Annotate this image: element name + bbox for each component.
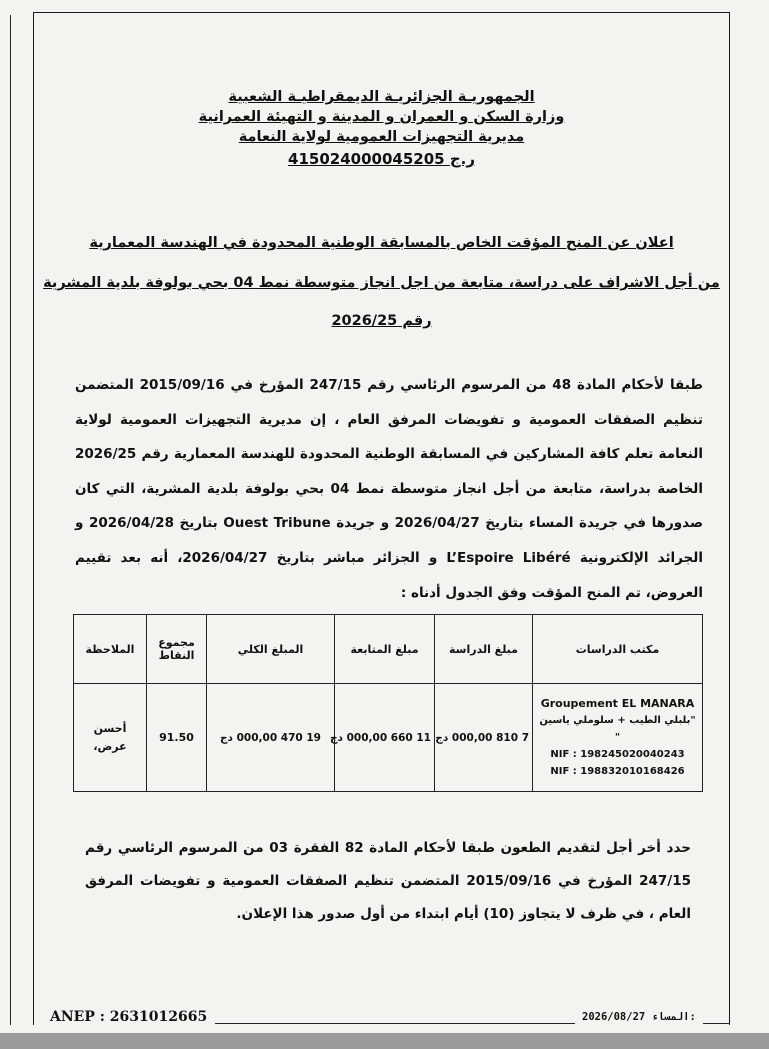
col-header-followup-amount: مبلغ المتابعة bbox=[335, 615, 435, 684]
letterhead bbox=[34, 87, 729, 171]
office-nif-1: NIF : 198245020040243 bbox=[550, 749, 685, 760]
col-header-total-amount: المبلغ الكلي bbox=[207, 615, 335, 684]
cell-note: أحسن عرض، bbox=[74, 684, 147, 792]
reference-prefix: ر.ج bbox=[449, 150, 475, 168]
republic-line: الجمهوريـة الجزائريـة الديمقراطيـة الشعبية bbox=[228, 89, 535, 105]
left-border-rule bbox=[10, 15, 11, 1025]
appeal-deadline-text: حدد أخر أجل لتقديم الطعون طبقا لأحكام المادة 82 الفقرة 03 من المرسوم الرئاسي رقم 247/15 المؤرخ في 2015/09/16 المتضمن تنظيم الصفقات العمومية و تفويضات المرفق العام ، في ظرف لا يتجاوز (10) أيام ابتداء من أول صدور هذا الإعلان. bbox=[85, 840, 691, 922]
ministry-line: وزارة السكن و العمران و المدينة و التهيئة العمرانية bbox=[198, 109, 565, 125]
footer-rule-right bbox=[703, 1023, 730, 1024]
cell-total-amount: 19 470 000,00 دج bbox=[207, 684, 335, 792]
page-edge-shadow bbox=[0, 1033, 769, 1049]
office-nif-2: NIF : 198832010168426 bbox=[550, 766, 685, 777]
title-line-3: رقم 2026/25 bbox=[331, 313, 432, 329]
col-header-office: مكتب الدراسات bbox=[533, 615, 703, 684]
anep-number: ANEP : 2631012665 bbox=[50, 1009, 208, 1025]
col-header-note: الملاحظة bbox=[74, 615, 147, 684]
title-line-2: من أجل الاشراف على دراسة، متابعة من اجل انجاز متوسطة نمط 04 بحي بولوفة بلدية المشرية bbox=[43, 275, 720, 291]
footer-rule bbox=[215, 1023, 575, 1024]
reference-number bbox=[34, 147, 729, 171]
publication-date: 2026/08/27 المساء: bbox=[582, 1011, 696, 1023]
cell-office bbox=[533, 684, 703, 792]
announcement-body: طبقا لأحكام المادة 48 من المرسوم الرئاسي رقم 247/15 المؤرخ في 2015/09/16 المتضمن تنظيم الصفقات العمومية و تفويضات المرفق العام ، إن مديرية التجهيزات العمومية لولاية النعامة تعلم كافة المشاركين في المسابقة الوطنية المحدودة للهندسة المعمارية رقم 2026/25 الخاصة بدراسة، متابعة من أجل انجاز متوسطة نمط 04 بحي بولوفة بلدية المشرية، التي كان صدورها في جريدة المساء بتاريخ 2026/04/27 و جريدة Ouest Tribune بتاريخ 2026/04/28 و الجرائد الإلكترونية L’Espoire Libéré و الجزائر مباشر بتاريخ 2026/04/27، أنه بعد تقييم العروض، تم المنح المؤقت وفق الجدول أدناه : bbox=[75, 377, 704, 601]
office-name: Groupement EL MANARA bbox=[540, 697, 695, 710]
cell-score: 91.50 bbox=[147, 684, 207, 792]
col-header-score: مجموع النقاط bbox=[147, 615, 207, 684]
announcement-title bbox=[34, 233, 729, 331]
cell-followup-amount: 11 660 000,00 دج bbox=[335, 684, 435, 792]
col-header-study-amount: مبلغ الدراسة bbox=[435, 615, 533, 684]
directorate-line: مديرية التجهيزات العمومية لولاية النعامة bbox=[238, 129, 525, 145]
title-line-1: اعلان عن المنح المؤقت الخاص بالمسابقة الوطنية المحدودة في الهندسة المعمارية bbox=[89, 235, 674, 251]
table-row bbox=[74, 684, 703, 792]
table-header-row bbox=[74, 615, 703, 684]
cell-study-amount: 7 810 000,00 دج bbox=[435, 684, 533, 792]
office-members: "بلبلي الطيب + سلوملي ياسين " bbox=[539, 715, 696, 743]
reference-value: 415024000045205 bbox=[288, 150, 445, 168]
award-table bbox=[73, 614, 703, 792]
